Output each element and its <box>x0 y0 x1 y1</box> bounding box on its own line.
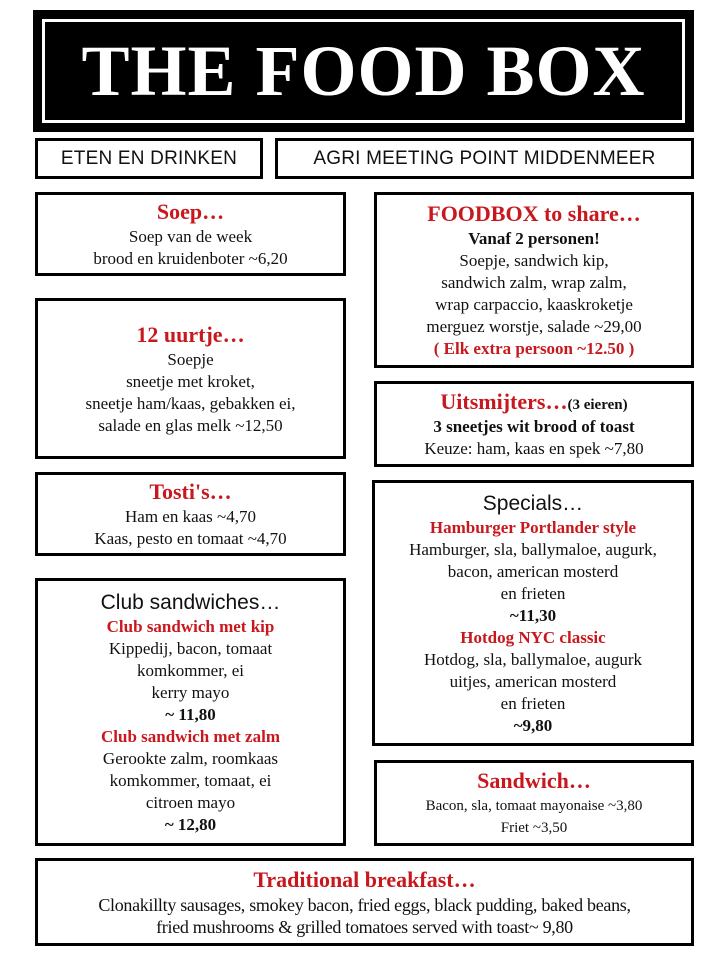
section-heading: FOODBOX to share… <box>427 201 641 226</box>
section-heading: Traditional breakfast… <box>253 867 476 892</box>
menu-line: fried mushrooms & grilled tomatoes served with toast~ 9,80 <box>156 917 573 937</box>
tag-eten-en-drinken: ETEN EN DRINKEN <box>35 138 263 179</box>
menu-line: citroen mayo <box>145 792 236 812</box>
menu-line: sneetje ham/kaas, gebakken ei, <box>85 393 296 413</box>
title-frame <box>42 19 685 123</box>
menu-line: Ham en kaas ~4,70 <box>125 507 256 526</box>
menu-line: Bacon, sla, tomaat mayonaise ~3,80 <box>425 798 643 814</box>
section-specials <box>372 480 694 746</box>
section-heading: Tosti's… <box>149 479 232 504</box>
menu-line: Soepje, sandwich kip, <box>459 251 609 270</box>
section-traditional-breakfast <box>35 858 694 946</box>
menu-line: en frieten <box>500 693 566 713</box>
item-name: Club sandwich met kip <box>106 616 275 636</box>
section-heading <box>377 388 691 416</box>
tag-location: AGRI MEETING POINT MIDDENMEER <box>275 138 694 179</box>
menu-line: Kippedij, bacon, tomaat <box>108 638 273 658</box>
section-tostis <box>35 472 346 556</box>
menu-line: ~9,80 <box>513 715 553 735</box>
section-heading: 12 uurtje… <box>136 321 245 347</box>
menu-line: ( Elk extra persoon ~12.50 ) <box>433 339 635 358</box>
menu-line: ~11,30 <box>509 605 557 625</box>
item-name: Club sandwich met zalm <box>101 726 280 746</box>
menu-line: Keuze: ham, kaas en spek ~7,80 <box>424 439 644 458</box>
section-heading: Soep… <box>156 199 225 224</box>
section-soep <box>35 192 346 276</box>
uitsmijters-note: (3 eieren) <box>567 397 628 413</box>
item-name: Hotdog NYC classic <box>460 627 606 647</box>
menu-line: merguez worstje, salade ~29,00 <box>426 317 642 336</box>
menu-line: sandwich zalm, wrap zalm, <box>441 273 627 292</box>
menu-line: wrap carpaccio, kaaskroketje <box>435 295 633 314</box>
menu-line: Hamburger, sla, ballymaloe, augurk, <box>409 539 657 559</box>
menu-line: Gerookte zalm, roomkaas <box>102 748 279 768</box>
section-heading: Specials… <box>482 491 584 515</box>
menu-line: ~ 11,80 <box>165 704 216 724</box>
menu-line: ~ 12,80 <box>164 814 217 834</box>
uitsmijters-title: Uitsmijters… <box>440 389 568 414</box>
restaurant-title: THE FOOD BOX <box>81 31 646 111</box>
menu-line: Hotdog, sla, ballymaloe, augurk <box>423 649 643 669</box>
section-heading: Sandwich… <box>477 768 591 793</box>
menu-line: Kaas, pesto en tomaat ~4,70 <box>94 529 287 548</box>
section-heading: Club sandwiches… <box>100 590 281 614</box>
title-banner <box>33 10 694 132</box>
section-sandwich <box>374 760 694 846</box>
section-12-uurtje <box>35 298 346 459</box>
menu-line: Soepje <box>167 349 214 369</box>
item-name: Hamburger Portlander style <box>429 517 637 537</box>
section-club-sandwiches <box>35 578 346 846</box>
menu-line: bacon, american mosterd <box>447 561 619 581</box>
menu-line: uitjes, american mosterd <box>449 671 617 691</box>
menu-line: Friet ~3,50 <box>500 820 568 836</box>
menu-line: en frieten <box>500 583 566 603</box>
section-foodbox <box>374 192 694 368</box>
menu-line: Vanaf 2 personen! <box>468 229 600 248</box>
menu-line: komkommer, tomaat, ei <box>109 770 272 790</box>
menu-line: Clonakillty sausages, smokey bacon, fried eggs, black pudding, baked beans, <box>98 895 631 915</box>
menu-line: Soep van de week <box>128 227 253 246</box>
section-uitsmijters <box>374 381 694 467</box>
menu-line: salade en glas melk ~12,50 <box>98 415 283 435</box>
menu-line: kerry mayo <box>151 682 230 702</box>
menu-line: komkommer, ei <box>137 660 244 680</box>
menu-line: 3 sneetjes wit brood of toast <box>433 417 635 436</box>
menu-line: brood en kruidenboter ~6,20 <box>93 249 288 268</box>
menu-line: sneetje met kroket, <box>126 371 255 391</box>
